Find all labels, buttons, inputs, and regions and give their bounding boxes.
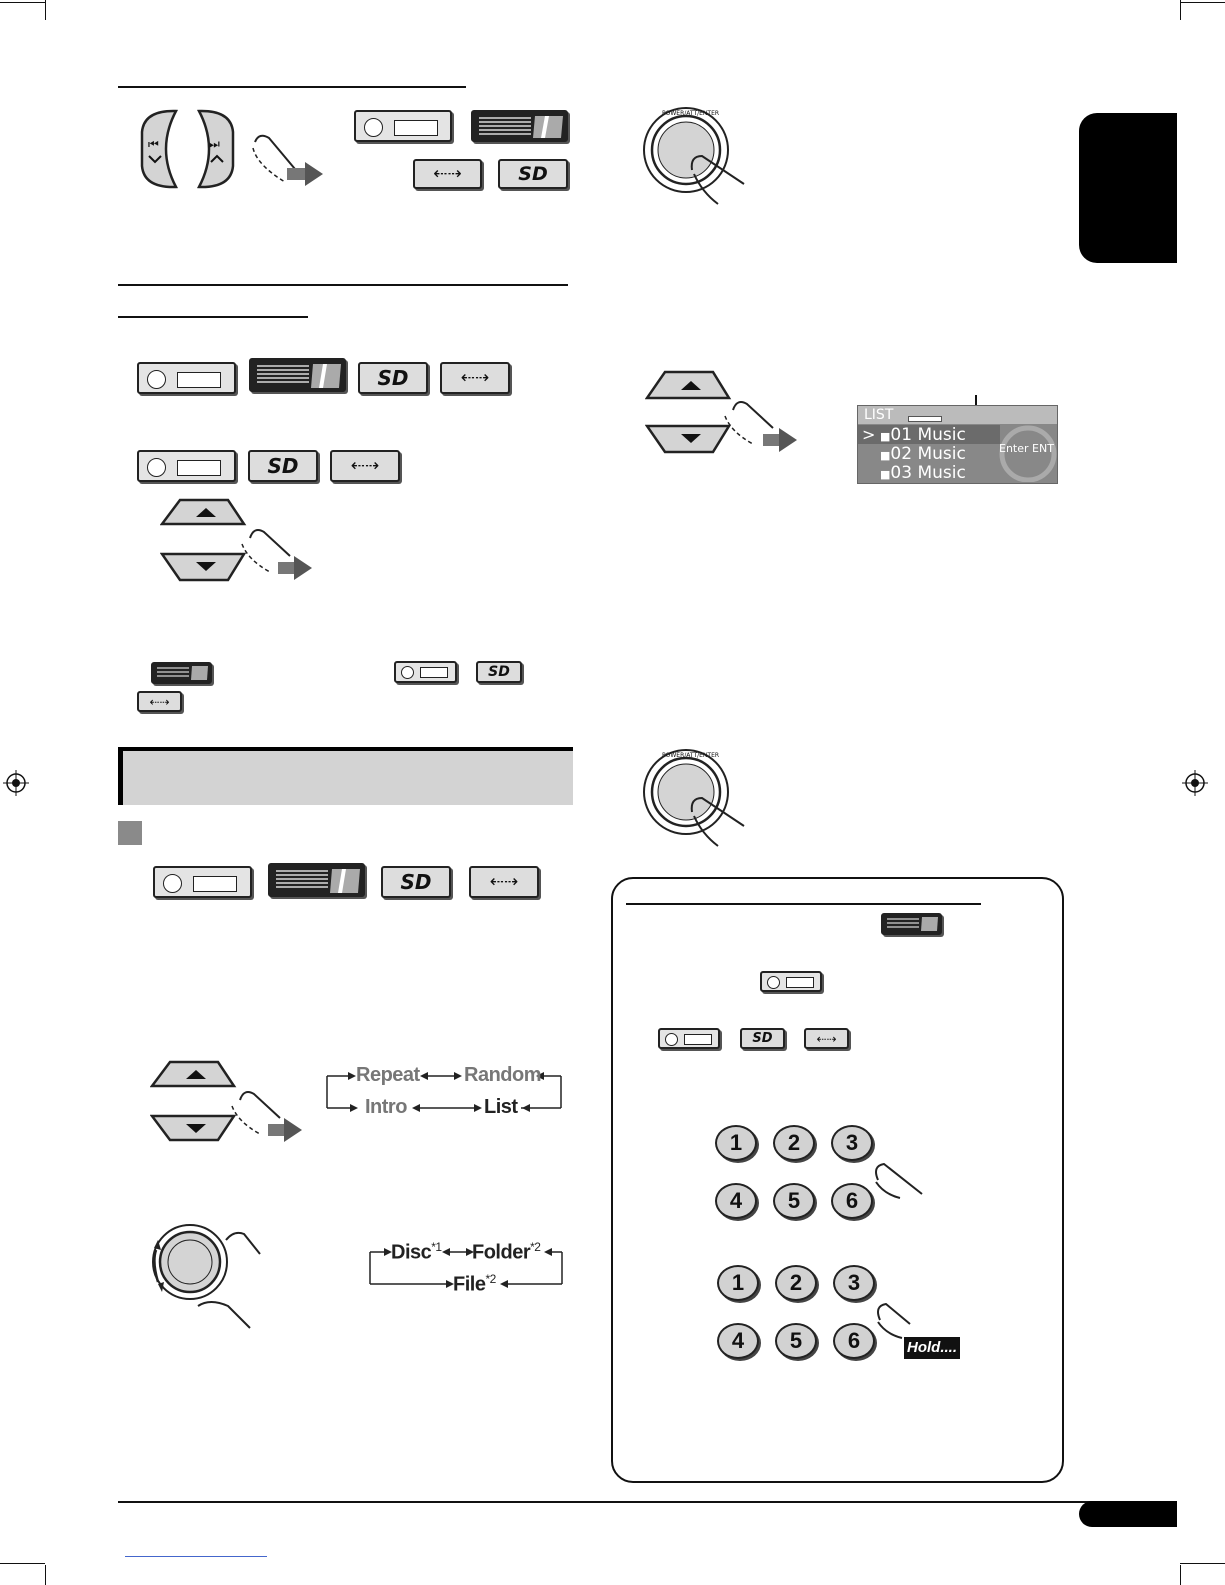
skip-back-button-icon — [138, 108, 182, 190]
preset-button-2: 2 — [775, 1265, 817, 1301]
up-down-buttons-icon — [150, 1060, 310, 1146]
hold-label: Hold.... — [904, 1337, 960, 1359]
preset-button-4: 4 — [717, 1323, 759, 1359]
usb-icon: ⇠⇢ — [413, 159, 482, 189]
up-down-buttons-icon — [160, 498, 320, 586]
cd-source-icon — [658, 1028, 720, 1049]
list-cursor: > — [862, 425, 876, 444]
cd-changer-icon — [268, 863, 365, 897]
mode-repeat-label: Repeat — [356, 1064, 420, 1086]
cd-changer-icon — [471, 110, 568, 142]
usb-icon: ⇠⇢ — [804, 1028, 849, 1049]
cd-source-icon — [137, 450, 236, 482]
mode-random-label: Random — [464, 1064, 541, 1086]
page-number-pill — [1079, 1501, 1177, 1527]
skip-forward-button-icon — [193, 108, 237, 190]
registration-mark-left-icon — [3, 770, 29, 796]
section-rule-2 — [118, 284, 568, 286]
usb-icon: ⇠⇢ — [330, 450, 400, 482]
preset-button-1: 1 — [717, 1265, 759, 1301]
sd-card-icon: SD — [358, 362, 428, 394]
step-marker — [118, 821, 142, 845]
sd-card-icon: SD — [498, 159, 568, 189]
finger-press-icon — [870, 1160, 926, 1200]
footer-rule — [118, 1501, 1177, 1503]
registration-mark-right-icon — [1182, 770, 1208, 796]
preset-button-1: 1 — [715, 1125, 757, 1161]
preset-button-5: 5 — [775, 1323, 817, 1359]
footer-link-underline — [125, 1556, 267, 1557]
power-att-enter-knob-icon — [640, 100, 750, 206]
sd-card-icon: SD — [740, 1028, 785, 1049]
preset-button-2: 2 — [773, 1125, 815, 1161]
power-att-enter-knob-icon — [640, 742, 750, 848]
mode-intro-label: Intro — [365, 1096, 407, 1118]
panel-rule — [626, 903, 981, 905]
cd-source-icon — [394, 661, 457, 683]
power-att-enter-knob-icon — [148, 1210, 268, 1334]
sd-card-icon: SD — [248, 450, 318, 482]
cd-changer-icon — [151, 662, 212, 684]
enter-label: Enter ENT — [999, 442, 1054, 455]
preset-button-3: 3 — [831, 1125, 873, 1161]
cd-changer-icon — [249, 358, 346, 392]
cd-source-icon — [153, 866, 252, 898]
cd-source-icon — [137, 362, 236, 394]
sd-card-icon: SD — [381, 866, 451, 898]
section-rule-1 — [118, 86, 466, 88]
svg-text:POWER/ATT/ENTER: POWER/ATT/ENTER — [662, 110, 720, 117]
list-item: ■02 Music — [880, 444, 966, 464]
preset-button-3: 3 — [833, 1265, 875, 1301]
list-display — [857, 405, 1058, 484]
usb-icon: ⇠⇢ — [137, 691, 182, 712]
mode-list-label: List — [484, 1096, 518, 1118]
info-panel — [611, 877, 1064, 1483]
usb-icon: ⇠⇢ — [469, 866, 539, 898]
scope-folder-label: Folder$^{*2}$ — [472, 1240, 541, 1264]
usb-icon: ⇠⇢ — [440, 362, 510, 394]
preset-button-4: 4 — [715, 1183, 757, 1219]
preset-button-5: 5 — [773, 1183, 815, 1219]
section-heading-band — [118, 747, 573, 805]
preset-button-6: 6 — [831, 1183, 873, 1219]
scope-file-label: File$^{*2}$ — [453, 1272, 496, 1296]
cd-changer-icon — [881, 913, 942, 935]
section-rule-3 — [118, 316, 308, 318]
preset-button-6: 6 — [833, 1323, 875, 1359]
svg-text:⏮: ⏮ — [148, 137, 159, 151]
cd-source-icon — [354, 110, 452, 142]
svg-text:POWER/ATT/ENTER: POWER/ATT/ENTER — [662, 752, 720, 759]
list-item: ■01 Music — [880, 425, 966, 445]
finger-press-icon — [245, 130, 325, 190]
up-down-buttons-icon — [645, 370, 805, 458]
svg-text:⏭: ⏭ — [209, 137, 220, 151]
scope-disc-label: Disc$^{*1}$ — [391, 1240, 442, 1264]
cd-source-icon — [760, 971, 822, 992]
language-side-tab — [1079, 113, 1177, 263]
sd-card-icon: SD — [476, 661, 522, 683]
finger-press-icon — [872, 1300, 912, 1340]
list-header: LIST — [864, 407, 894, 423]
list-item: ■03 Music — [880, 463, 966, 483]
